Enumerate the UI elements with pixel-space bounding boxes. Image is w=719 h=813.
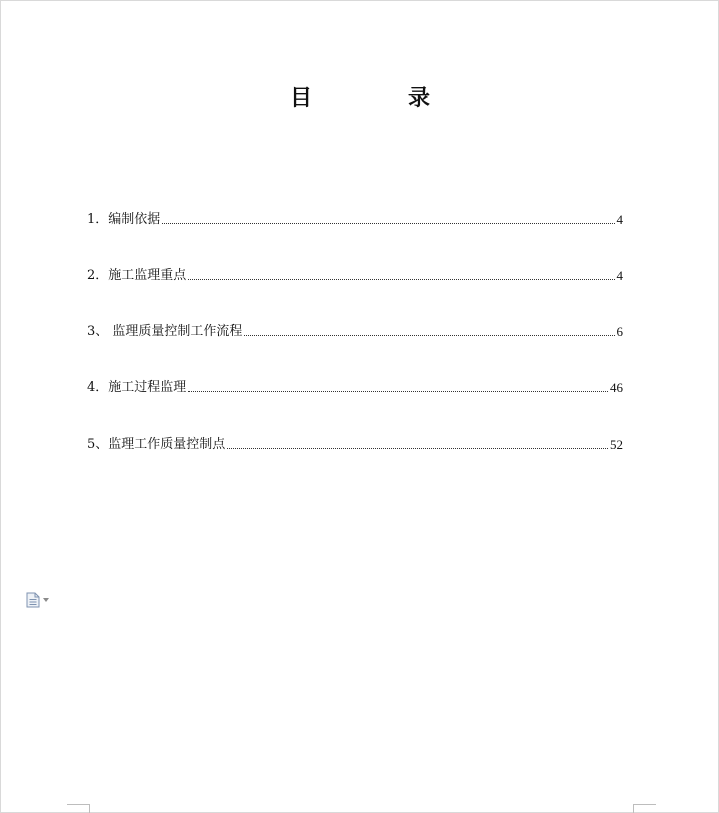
chevron-down-icon [43, 598, 49, 602]
toc-entry-page: 46 [610, 380, 623, 395]
toc-entry-1[interactable] [87, 206, 623, 228]
document-icon [26, 592, 40, 608]
toc-entry-page: 6 [616, 324, 623, 339]
toc-entry-page: 52 [610, 437, 623, 452]
title-char-2: 录 [408, 86, 431, 111]
toc-entry-2[interactable] [87, 262, 623, 284]
toc-entry-label: 4．施工过程监理 [87, 380, 187, 395]
toc-entry-label: 5、监理工作质量控制点 [87, 437, 226, 452]
paste-options-button[interactable] [26, 592, 54, 608]
toc-dot-leader [162, 222, 614, 224]
title-char-1: 目 [290, 86, 313, 111]
page-margin-corner-left [67, 804, 90, 813]
toc-dot-leader [188, 390, 608, 392]
toc-dot-leader [244, 334, 614, 336]
toc-entry-3[interactable] [87, 318, 623, 340]
toc-entry-page: 4 [616, 212, 623, 227]
toc-entry-label: 2．施工监理重点 [87, 268, 187, 283]
toc-entry-label: 3、 监理质量控制工作流程 [87, 324, 243, 339]
toc-entry-4[interactable] [87, 374, 623, 396]
toc-entry-page: 4 [616, 268, 623, 283]
toc-entry-label: 1．编制依据 [87, 212, 161, 227]
toc-entry-5[interactable] [87, 431, 623, 453]
toc-dot-leader [188, 278, 614, 280]
page-margin-corner-right [633, 804, 656, 813]
toc-dot-leader [227, 447, 608, 449]
